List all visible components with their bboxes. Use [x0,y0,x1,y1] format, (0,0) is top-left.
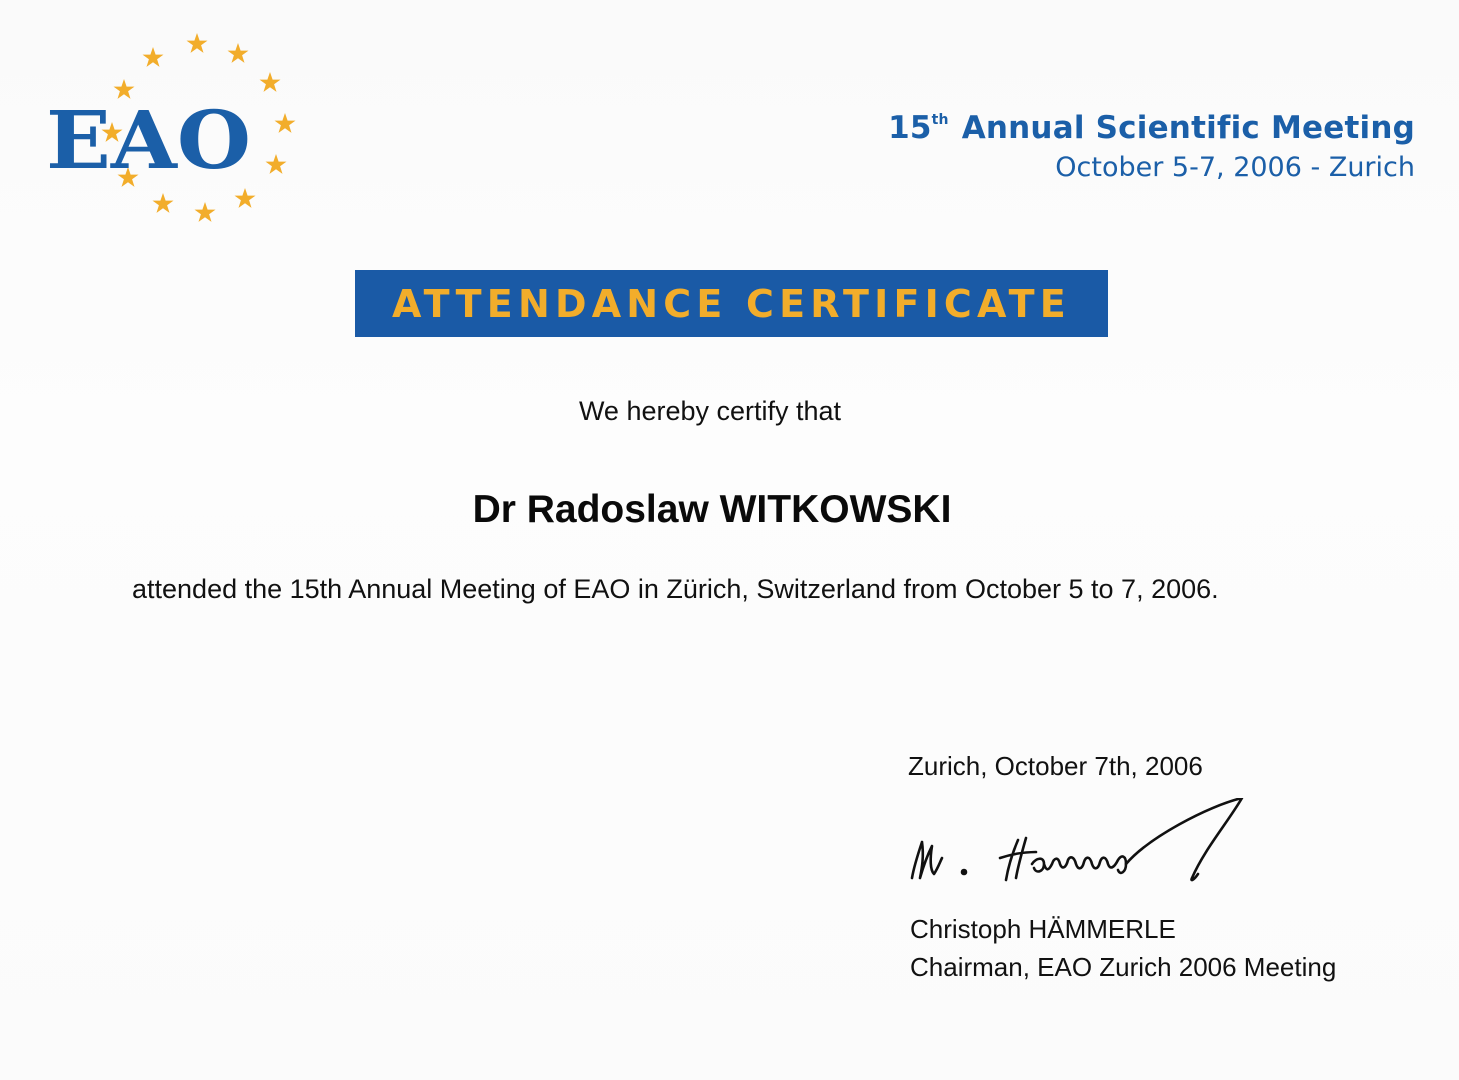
recipient-name: Dr Radoslaw WITKOWSKI [472,488,952,531]
signer-name: Christoph HÄMMERLE [910,914,1176,944]
signer-details [910,910,1336,986]
meeting-date-place: October 5-7, 2006 - Zurich [1055,152,1415,183]
meeting-header [888,100,1415,188]
meeting-title [888,100,1415,148]
meeting-ordinal-suffix: th [931,112,949,128]
attendance-statement: attended the 15th Annual Meeting of EAO in Zürich, Switzerland from October 5 to 7, 2006. [132,574,1219,604]
certify-statement: We hereby certify that [578,396,842,426]
logo-text: EAO [46,93,251,187]
handwritten-signature-icon [908,798,1253,888]
eao-logo [40,28,310,228]
certificate-banner [355,270,1108,337]
eao-star-ring-logo-icon [40,28,310,228]
meeting-title-text: Annual Scientific Meeting [961,110,1415,146]
sign-place-date: Zurich, October 7th, 2006 [908,751,1203,781]
meeting-ordinal-number: 15 [888,110,932,146]
certificate-title: ATTENDANCE CERTIFICATE [392,281,1071,326]
signer-role: Chairman, EAO Zurich 2006 Meeting [910,952,1337,982]
signature-block [908,748,1408,982]
